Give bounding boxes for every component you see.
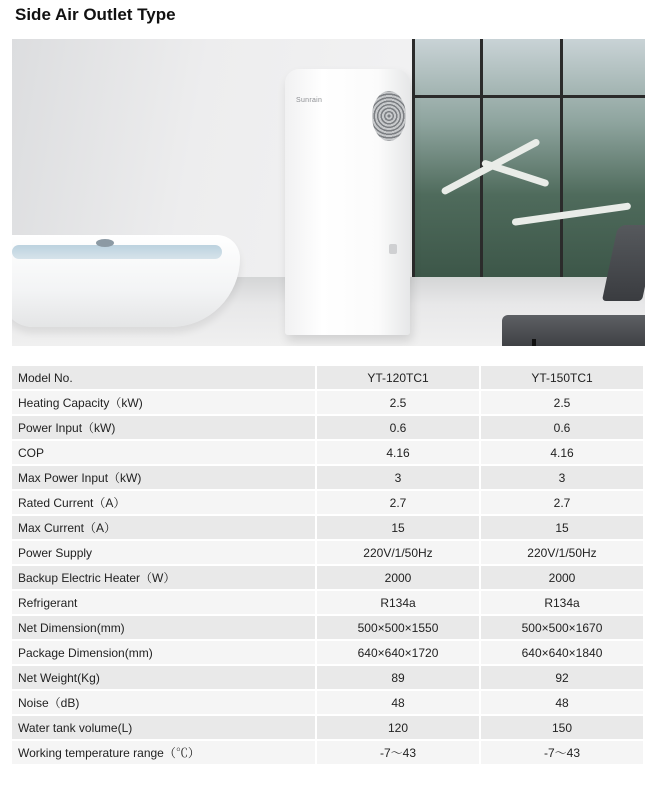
spec-label: Net Dimension(mm): [12, 616, 315, 639]
spec-value: 0.6: [315, 416, 479, 439]
spec-label: Max Current（A）: [12, 516, 315, 539]
brand-logo: Sunrain: [296, 97, 323, 104]
photo-window: [412, 39, 645, 279]
spec-value: 640×640×1720: [315, 641, 479, 664]
spec-value: 4.16: [479, 441, 643, 464]
spec-label: Working temperature range（℃）: [12, 741, 315, 764]
chair-leg: [532, 339, 536, 346]
spec-value: 500×500×1670: [479, 616, 643, 639]
unit-pipe-connector: [389, 244, 397, 254]
spec-value: 640×640×1840: [479, 641, 643, 664]
bathtub-drain: [96, 239, 114, 247]
product-photo: [12, 39, 645, 346]
table-row: [12, 716, 643, 739]
spec-value: R134a: [315, 591, 479, 614]
spec-value: 89: [315, 666, 479, 689]
spec-value: 220V/1/50Hz: [315, 541, 479, 564]
table-row: [12, 691, 643, 714]
table-row: [12, 441, 643, 464]
spec-value: 3: [479, 466, 643, 489]
spec-value: 2.7: [315, 491, 479, 514]
spec-value: 500×500×1550: [315, 616, 479, 639]
spec-value: 2000: [479, 566, 643, 589]
spec-value: 48: [479, 691, 643, 714]
table-row: [12, 741, 643, 764]
spec-table: [12, 364, 643, 766]
fan-grille: [372, 91, 406, 141]
table-row: [12, 416, 643, 439]
spec-value: 120: [315, 716, 479, 739]
table-row: [12, 591, 643, 614]
chair-seat: [502, 315, 645, 346]
table-row: [12, 466, 643, 489]
spec-value: 2.5: [315, 391, 479, 414]
spec-value: R134a: [479, 591, 643, 614]
table-row: [12, 391, 643, 414]
table-row: [12, 616, 643, 639]
spec-value: 92: [479, 666, 643, 689]
spec-label: Power Input（kW): [12, 416, 315, 439]
spec-table-body: [12, 366, 643, 764]
spec-label: Refrigerant: [12, 591, 315, 614]
spec-label: Noise（dB): [12, 691, 315, 714]
table-row: [12, 666, 643, 689]
spec-value: 15: [315, 516, 479, 539]
spec-label: Max Power Input（kW): [12, 466, 315, 489]
window-transom: [412, 95, 645, 98]
table-header-row: [12, 366, 643, 389]
window-mullion: [480, 39, 483, 279]
spec-value: 4.16: [315, 441, 479, 464]
table-row: [12, 516, 643, 539]
spec-label: Power Supply: [12, 541, 315, 564]
window-mullion: [560, 39, 563, 279]
spec-value: 150: [479, 716, 643, 739]
spec-label: Heating Capacity（kW): [12, 391, 315, 414]
spec-value: 2000: [315, 566, 479, 589]
spec-label: Water tank volume(L): [12, 716, 315, 739]
table-row: [12, 491, 643, 514]
bathtub-water: [12, 245, 222, 259]
spec-value: 15: [479, 516, 643, 539]
header-model: YT-150TC1: [479, 366, 643, 389]
table-row: [12, 641, 643, 664]
spec-value: 0.6: [479, 416, 643, 439]
spec-value: -7～43: [315, 741, 479, 764]
table-row: [12, 566, 643, 589]
header-label: Model No.: [12, 366, 315, 389]
header-model: YT-120TC1: [315, 366, 479, 389]
spec-value: 48: [315, 691, 479, 714]
spec-value: 3: [315, 466, 479, 489]
spec-value: 2.5: [479, 391, 643, 414]
spec-value: 220V/1/50Hz: [479, 541, 643, 564]
page-title: Side Air Outlet Type: [15, 5, 176, 24]
spec-label: COP: [12, 441, 315, 464]
spec-label: Net Weight(Kg): [12, 666, 315, 689]
spec-value: -7～43: [479, 741, 643, 764]
table-row: [12, 541, 643, 564]
spec-label: Rated Current（A）: [12, 491, 315, 514]
spec-label: Package Dimension(mm): [12, 641, 315, 664]
spec-value: 2.7: [479, 491, 643, 514]
spec-label: Backup Electric Heater（W）: [12, 566, 315, 589]
